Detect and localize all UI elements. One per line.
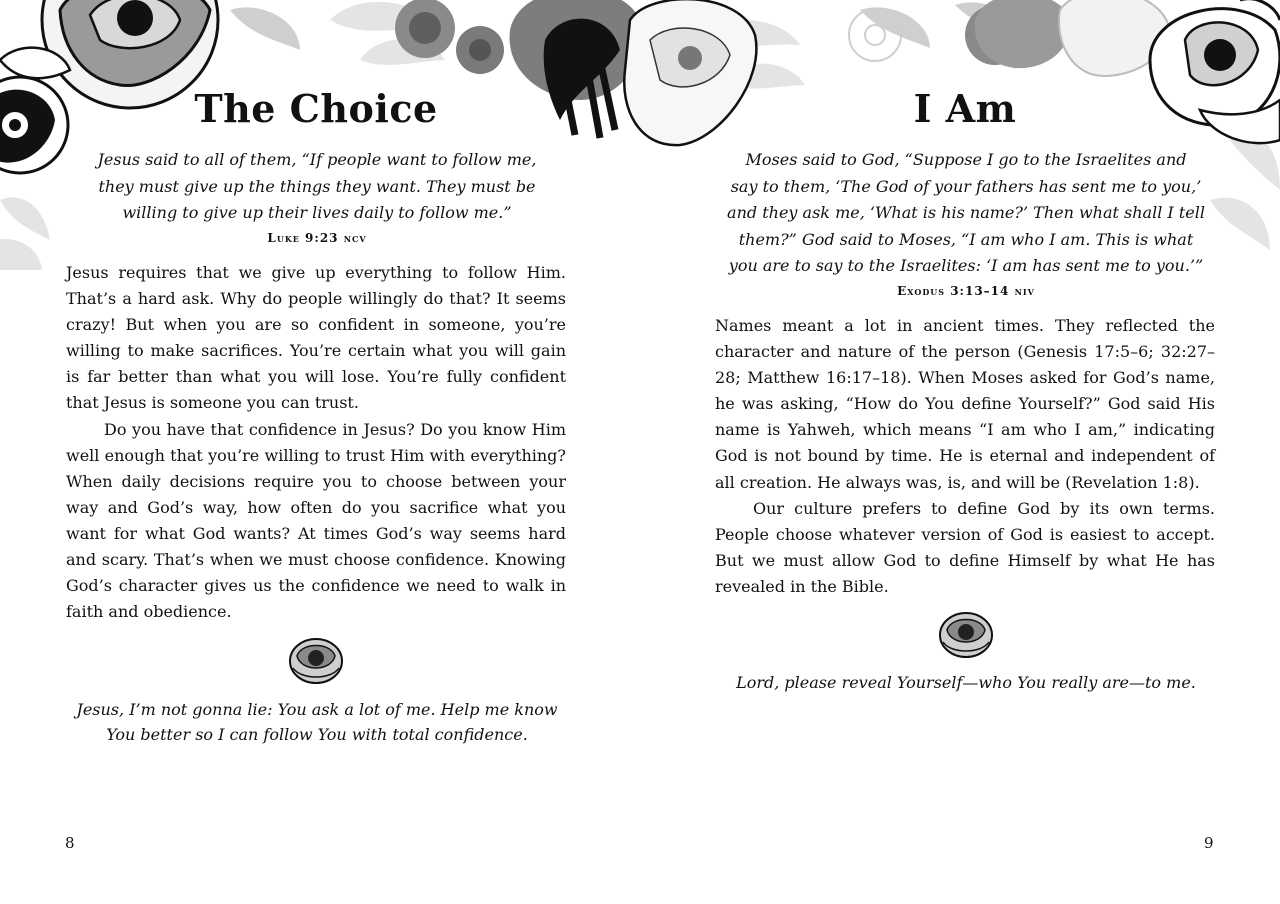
prayer-line: Jesus, I’m not gonna lie: You ask a lot of me. Help me know — [76, 700, 558, 719]
verse-line: Moses said to God, “Suppose I go to the Israelites and — [745, 150, 1187, 169]
body-paragraph: Names meant a lot in ancient times. They reflected the character and nature of the person (Genesis 17:5–6; 32:27–28; Matthew 16:17–18). When Moses asked for God’s name, he was asking, “How do You define Yourself?” God said His name is Yahweh, which means “I am who I am,” indicating God is not bound by time. He is eternal and independent of all creation. He always was, is, and will be (Revelation 1:8). — [715, 316, 1215, 492]
verse-line: say to them, ‘The God of your fathers has sent me to you,’ — [730, 176, 1202, 196]
scripture-verse — [66, 147, 568, 227]
verse-line: they must give up the things they want. They must be — [98, 176, 536, 196]
body-paragraph: Our culture prefers to define God by its own terms. People choose whatever version of God is easiest to accept. But we must allow God to define Himself by what He has revealed in the Bible. — [715, 498, 1215, 596]
verse-line: you are to say to the Israelites: ‘I am has sent me to you.’” — [728, 256, 1204, 275]
verse-line: them?” God said to Moses, “I am who I am. This is what — [738, 229, 1194, 249]
scripture-reference: Exodus 3:13–14 niv — [897, 284, 1035, 298]
body-paragraph: Do you have that confidence in Jesus? Do you know Him well enough that you’re willing to trust Him with everything? When daily decisions require you to choose between your way and God’s way, how often do you sacrifice what you want for what God wants? At times God’s way seems hard and scary. That’s when we must choose confidence. Knowing God’s character gives us the confidence we need to walk in faith and obedience. — [66, 419, 566, 622]
page-title: The Choice — [194, 86, 438, 131]
scripture-reference: Luke 9:23 ncv — [267, 231, 367, 245]
page-title: I Am — [913, 86, 1017, 131]
prayer-line: You better so I can follow You with total confidence. — [106, 725, 528, 744]
poppy-ornament-icon — [937, 610, 995, 660]
devotional-body — [66, 260, 566, 625]
page-number: 9 — [1204, 834, 1214, 852]
prayer — [66, 697, 568, 747]
scripture-verse — [715, 147, 1217, 280]
prayer — [715, 670, 1217, 695]
prayer-line: Lord, please reveal Yourself—who You really are—to me. — [736, 673, 1196, 692]
verse-line: Jesus said to all of them, “If people want to follow me, — [97, 150, 537, 169]
verse-line: willing to give up their lives daily to follow me.” — [122, 203, 512, 222]
page-number: 8 — [65, 834, 75, 852]
verse-line: and they ask me, ‘What is his name?’ Then what shall I tell — [727, 203, 1205, 222]
devotional-body — [715, 313, 1215, 600]
body-paragraph: Jesus requires that we give up everything to follow Him. That’s a hard ask. Why do people willingly do that? It seems crazy! But when you are so confident in someone, you’re willing to make sacrifices. You’re certain what you will gain is far better than what you will lose. You’re fully confident that Jesus is someone you can trust. — [66, 263, 566, 413]
right-page — [640, 0, 1280, 904]
poppy-ornament-icon — [287, 636, 345, 686]
